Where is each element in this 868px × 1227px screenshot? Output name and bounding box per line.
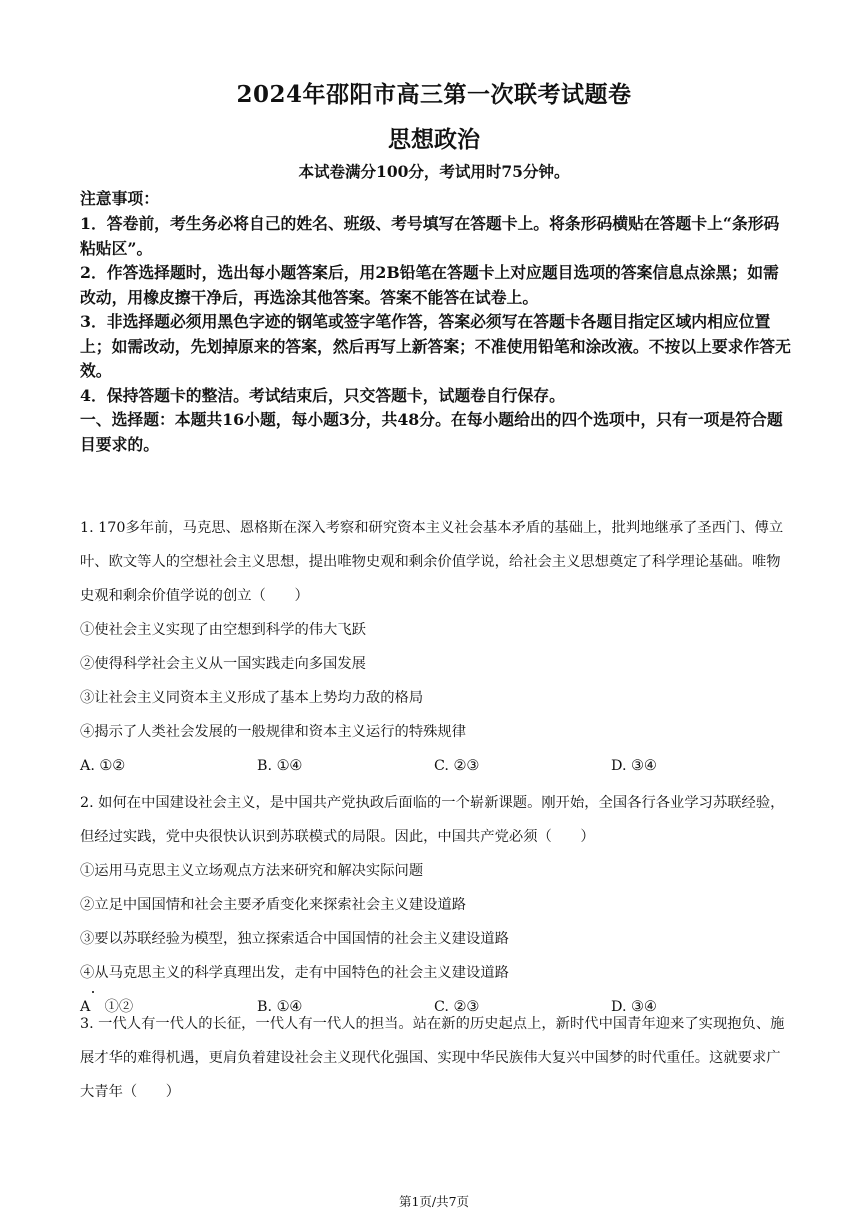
exam-title: 2024年邵阳市高三第一次联考试题卷 — [236, 81, 632, 108]
notice-item: 1．答卷前，考生务必将自己的姓名、班级、考号填写在答题卡上。将条形码横贴在答题卡上“条形码粘贴区”。 — [80, 214, 780, 258]
subject-title: 思想政治 — [388, 126, 480, 153]
page-footer: 第1页/共7页 — [398, 1194, 470, 1209]
options-row — [80, 749, 792, 783]
question-stem: 3. 一代人有一代人的长征，一代人有一代人的担当。站在新的历史起点上，新时代中国青年迎来了实现抱负、施展才华的难得机遇，更肩负着建设社会主义现代化强国、实现中华民族伟大复兴中国梦的时代重任。这就要求广大青年（ ） — [80, 1016, 785, 1100]
section-heading: 一、选择题：本题共16小题，每小题3分，共48分。在每小题给出的四个选项中，只有一项是符合题目要求的。 — [80, 410, 783, 454]
option-d: D. ③④ — [611, 758, 657, 774]
statement: ②使得科学社会主义从一国实践走向多国发展 — [80, 656, 366, 672]
option-b: B. ①④ — [257, 758, 303, 774]
notice-item: 4．保持答题卡的整洁。考试结束后，只交答题卡，试题卷自行保存。 — [80, 385, 565, 405]
statement: ③要以苏联经验为模型，独立探索适合中国国情的社会主义建设道路 — [80, 931, 509, 947]
statement: ①使社会主义实现了由空想到科学的伟大飞跃 — [80, 622, 366, 638]
option-c: C. ②③ — [434, 758, 480, 774]
question-1 — [80, 511, 792, 783]
option-c: C. ②③ — [434, 999, 480, 1015]
notice-item: 2．作答选择题时，选出每小题答案后，用2B铅笔在答题卡上对应题目选项的答案信息点涂黑；如需改动，用橡皮擦干净后，再选涂其他答案。答案不能答在试卷上。 — [80, 263, 779, 307]
option-a: A ①② — [80, 999, 134, 1015]
statement: ②立足中国国情和社会主要矛盾变化来探索社会主义建设道路 — [80, 897, 467, 913]
notice-body — [80, 212, 792, 457]
notice-heading: 注意事项： — [80, 189, 159, 208]
question-stem: 1. 170多年前，马克思、恩格斯在深入考察和研究资本主义社会基本矛盾的基础上，批判地继承了圣西门、傅立叶、欧文等人的空想社会主义思想，提出唯物史观和剩余价值学说，给社会主义思想奠定了科学理论基础。唯物史观和剩余价值学说的创立（ ） — [80, 520, 784, 604]
option-a: A. ①② — [80, 758, 126, 774]
stray-mark — [92, 991, 94, 993]
question-2 — [80, 786, 792, 1024]
notice-item: 3．非选择题必须用黑色字迹的钢笔或签字笔作答，答案必须写在答题卡各题目指定区域内相应位置上；如需改动，先划掉原来的答案，然后再写上新答案；不准使用铅笔和涂改液。不按以上要求作答无效。 — [80, 312, 791, 380]
statement: ④揭示了人类社会发展的一般规律和资本主义运行的特殊规律 — [80, 724, 467, 740]
question-stem: 2. 如何在中国建设社会主义，是中国共产党执政后面临的一个崭新课题。刚开始，全国各行各业学习苏联经验，但经过实践，党中央很快认识到苏联模式的局限。因此，中国共产党必须（ ） — [80, 795, 785, 845]
statement: ③让社会主义同资本主义形成了基本上势均力敌的格局 — [80, 690, 424, 706]
exam-info: 本试卷满分100分，考试用时75分钟。 — [298, 162, 570, 181]
statement: ①运用马克思主义立场观点方法来研究和解决实际问题 — [80, 863, 424, 879]
statement: ④从马克思主义的科学真理出发，走有中国特色的社会主义建设道路 — [80, 965, 509, 981]
option-b: B. ①④ — [257, 999, 303, 1015]
question-3 — [80, 1007, 792, 1109]
option-d: D. ③④ — [611, 999, 657, 1015]
